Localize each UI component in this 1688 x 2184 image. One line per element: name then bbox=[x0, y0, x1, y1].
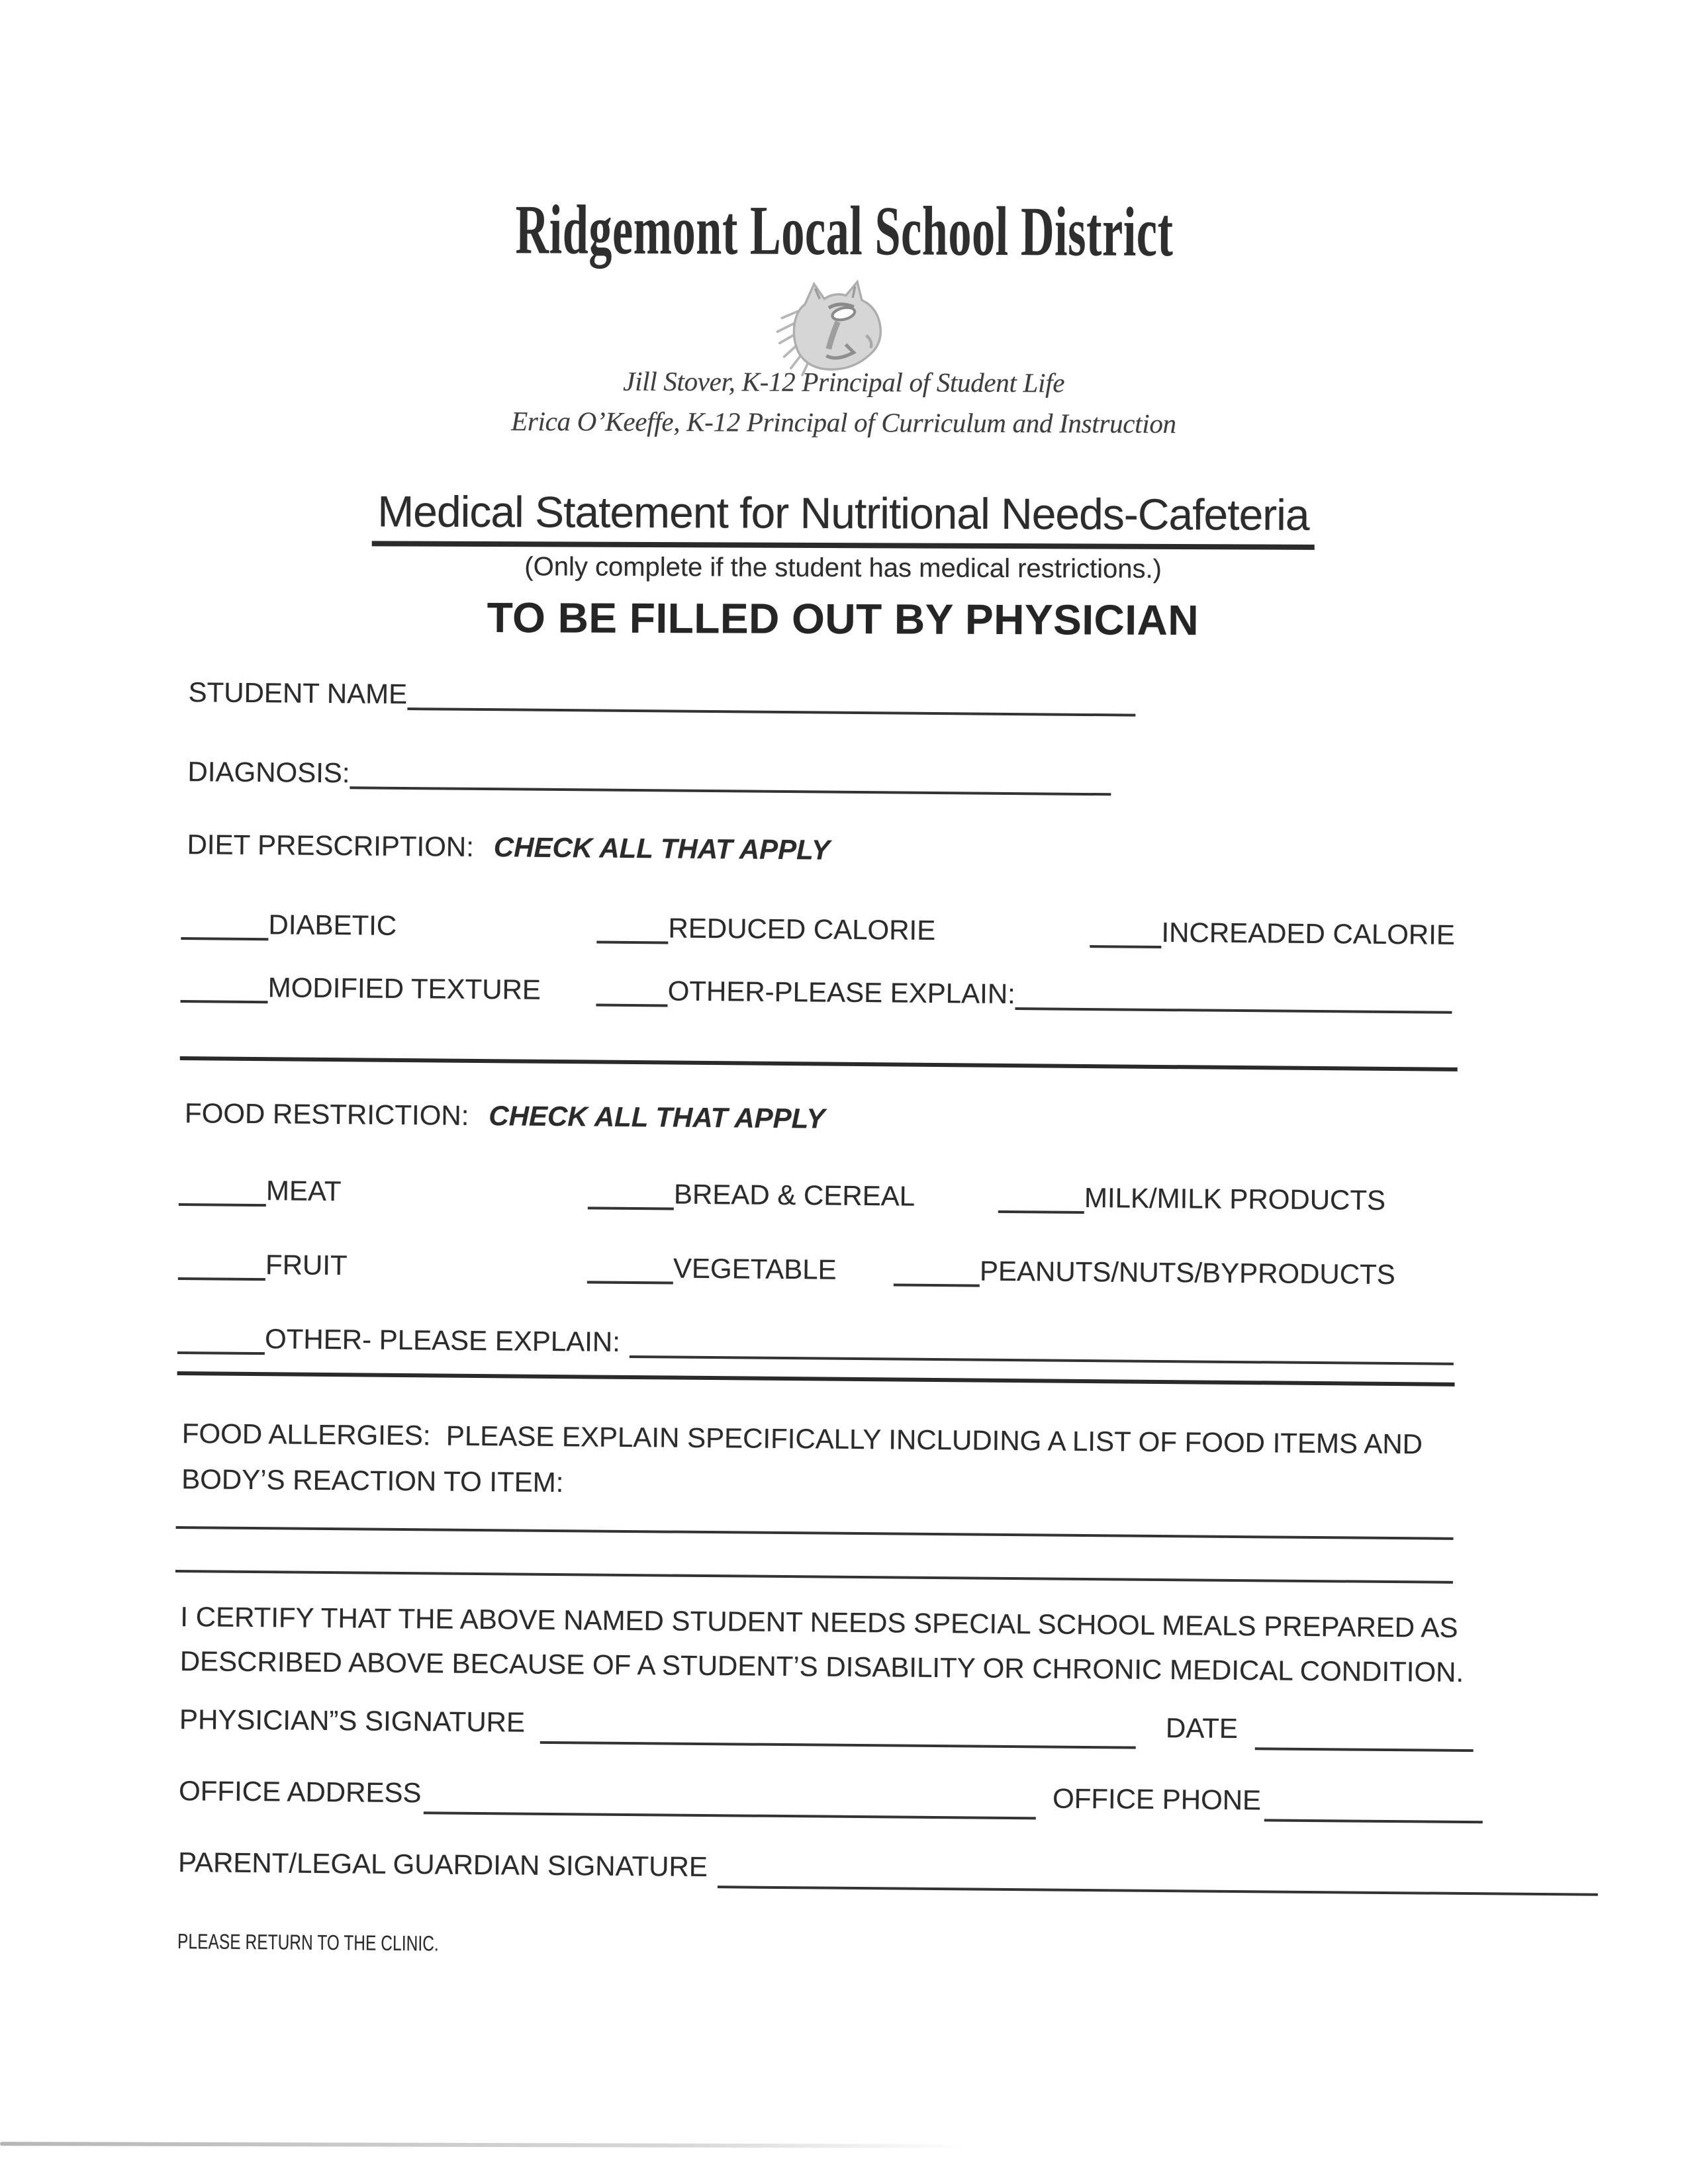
return-to-clinic-note: PLEASE RETURN TO THE CLINIC. bbox=[177, 1929, 440, 1956]
restriction-bread-cereal-label: BREAD & CEREAL bbox=[673, 1178, 915, 1212]
allergies-answer-line-2[interactable] bbox=[175, 1570, 1453, 1584]
restriction-option-vegetable bbox=[587, 1251, 837, 1285]
restriction-option-other bbox=[177, 1322, 1454, 1365]
restriction-peanuts-label: PEANUTS/NUTS/BYPRODUCTS bbox=[979, 1255, 1395, 1291]
principal-line-1: Jill Stover, K-12 Principal of Student Life bbox=[623, 365, 1065, 398]
form-note: (Only complete if the student has medical restrictions.) bbox=[524, 552, 1162, 584]
principal-line-2: Erica O’Keeffe, K-12 Principal of Curriculum and Instruction bbox=[511, 406, 1176, 439]
restriction-vegetable-checkline[interactable] bbox=[587, 1281, 673, 1284]
date-field[interactable] bbox=[1255, 1747, 1474, 1752]
restriction-heading: FOOD RESTRICTION: bbox=[184, 1097, 469, 1131]
restriction-option-milk bbox=[998, 1181, 1385, 1216]
restriction-bread-cereal-checkline[interactable] bbox=[588, 1206, 674, 1210]
diet-check-note: CHECK ALL THAT APPLY bbox=[493, 831, 830, 866]
restriction-option-bread-cereal bbox=[588, 1177, 915, 1212]
physician-instruction: TO BE FILLED OUT BY PHYSICIAN bbox=[487, 594, 1199, 645]
diet-reduced-calorie-label: REDUCED CALORIE bbox=[668, 912, 936, 946]
form-title: Medical Statement for Nutritional Needs-Cafeteria bbox=[372, 486, 1315, 549]
office-address-row bbox=[179, 1775, 1503, 1833]
restriction-other-explain-field[interactable] bbox=[630, 1355, 1454, 1365]
office-phone-label: OFFICE PHONE bbox=[1052, 1782, 1262, 1816]
restriction-milk-label: MILK/MILK PRODUCTS bbox=[1084, 1181, 1386, 1216]
restriction-milk-checkline[interactable] bbox=[998, 1210, 1084, 1214]
restriction-fruit-checkline[interactable] bbox=[178, 1277, 265, 1281]
physician-signature-label: PHYSICIAN”S SIGNATURE bbox=[179, 1704, 526, 1738]
restriction-vegetable-label: VEGETABLE bbox=[673, 1252, 837, 1285]
diet-heading-row bbox=[187, 829, 830, 866]
physician-signature-row bbox=[179, 1704, 1504, 1761]
allergies-answer-line-1[interactable] bbox=[176, 1526, 1454, 1540]
diet-other-label: OTHER-PLEASE EXPLAIN: bbox=[667, 975, 1016, 1010]
allergies-label-line-1: FOOD ALLERGIES: PLEASE EXPLAIN SPECIFICALLY INCLUDING A LIST OF FOOD ITEMS AND bbox=[181, 1418, 1423, 1460]
student-name-row bbox=[188, 676, 1135, 716]
diet-increaded-calorie-label: INCREADED CALORIE bbox=[1161, 916, 1456, 950]
diet-option-reduced-calorie bbox=[596, 912, 935, 946]
restriction-option-fruit bbox=[178, 1248, 348, 1281]
diagnosis-field[interactable] bbox=[350, 786, 1111, 796]
certification-line-1: I CERTIFY THAT THE ABOVE NAMED STUDENT NEEDS SPECIAL SCHOOL MEALS PREPARED AS bbox=[180, 1601, 1458, 1643]
restriction-meat-label: MEAT bbox=[265, 1175, 342, 1207]
office-address-field[interactable] bbox=[424, 1811, 1036, 1819]
certification-line-2: DESCRIBED ABOVE BECAUSE OF A STUDENT’S DISABILITY OR CHRONIC MEDICAL CONDITION. bbox=[179, 1645, 1464, 1688]
diet-other-explain-field[interactable] bbox=[1015, 1007, 1452, 1014]
diet-modified-texture-label: MODIFIED TEXTURE bbox=[267, 972, 541, 1005]
physician-signature-field[interactable] bbox=[540, 1741, 1136, 1749]
restriction-option-meat bbox=[179, 1174, 342, 1207]
diet-diabetic-label: DIABETIC bbox=[268, 909, 397, 941]
restriction-other-label: OTHER- PLEASE EXPLAIN: bbox=[264, 1323, 621, 1357]
restriction-option-peanuts bbox=[894, 1254, 1395, 1291]
district-title: Ridgemont Local School District bbox=[515, 191, 1174, 271]
diet-option-modified-texture bbox=[181, 971, 541, 1006]
diagnosis-row bbox=[187, 756, 1111, 796]
diet-modified-texture-checkline[interactable] bbox=[181, 1000, 268, 1003]
diet-options-row-1 bbox=[0, 907, 1686, 968]
footer-row bbox=[177, 1923, 522, 1958]
parent-signature-field[interactable] bbox=[718, 1886, 1598, 1896]
diet-options-row-2 bbox=[0, 970, 1685, 1030]
diet-increaded-calorie-checkline[interactable] bbox=[1090, 945, 1161, 948]
restriction-options-row-2 bbox=[0, 1247, 1683, 1308]
diet-reduced-calorie-checkline[interactable] bbox=[596, 941, 668, 944]
diet-diabetic-checkline[interactable] bbox=[181, 937, 268, 940]
restriction-check-note: CHECK ALL THAT APPLY bbox=[489, 1100, 825, 1134]
restriction-fruit-label: FRUIT bbox=[265, 1249, 348, 1281]
diet-heading: DIET PRESCRIPTION: bbox=[187, 829, 475, 862]
office-address-label: OFFICE ADDRESS bbox=[178, 1775, 422, 1809]
parent-signature-label: PARENT/LEGAL GUARDIAN SIGNATURE bbox=[177, 1846, 708, 1883]
restriction-heading-row bbox=[185, 1097, 825, 1134]
restriction-meat-checkline[interactable] bbox=[179, 1203, 266, 1206]
allergies-label-line-2: BODY’S REACTION TO ITEM: bbox=[181, 1463, 564, 1498]
diagnosis-label: DIAGNOSIS: bbox=[187, 756, 350, 789]
office-phone-field[interactable] bbox=[1264, 1819, 1483, 1823]
diet-other-checkline[interactable] bbox=[596, 1004, 667, 1007]
diet-option-diabetic bbox=[181, 908, 397, 942]
diet-option-other bbox=[596, 975, 1452, 1014]
date-label: DATE bbox=[1165, 1712, 1239, 1745]
restriction-other-checkline[interactable] bbox=[177, 1351, 265, 1355]
parent-signature-row bbox=[178, 1846, 1503, 1904]
restriction-options-row-1 bbox=[0, 1173, 1683, 1234]
restriction-peanuts-checkline[interactable] bbox=[894, 1283, 980, 1287]
diet-option-increaded-calorie bbox=[1090, 916, 1455, 951]
student-name-label: STUDENT NAME bbox=[188, 676, 408, 710]
section-divider-1 bbox=[180, 1056, 1458, 1071]
student-name-field[interactable] bbox=[407, 707, 1135, 717]
